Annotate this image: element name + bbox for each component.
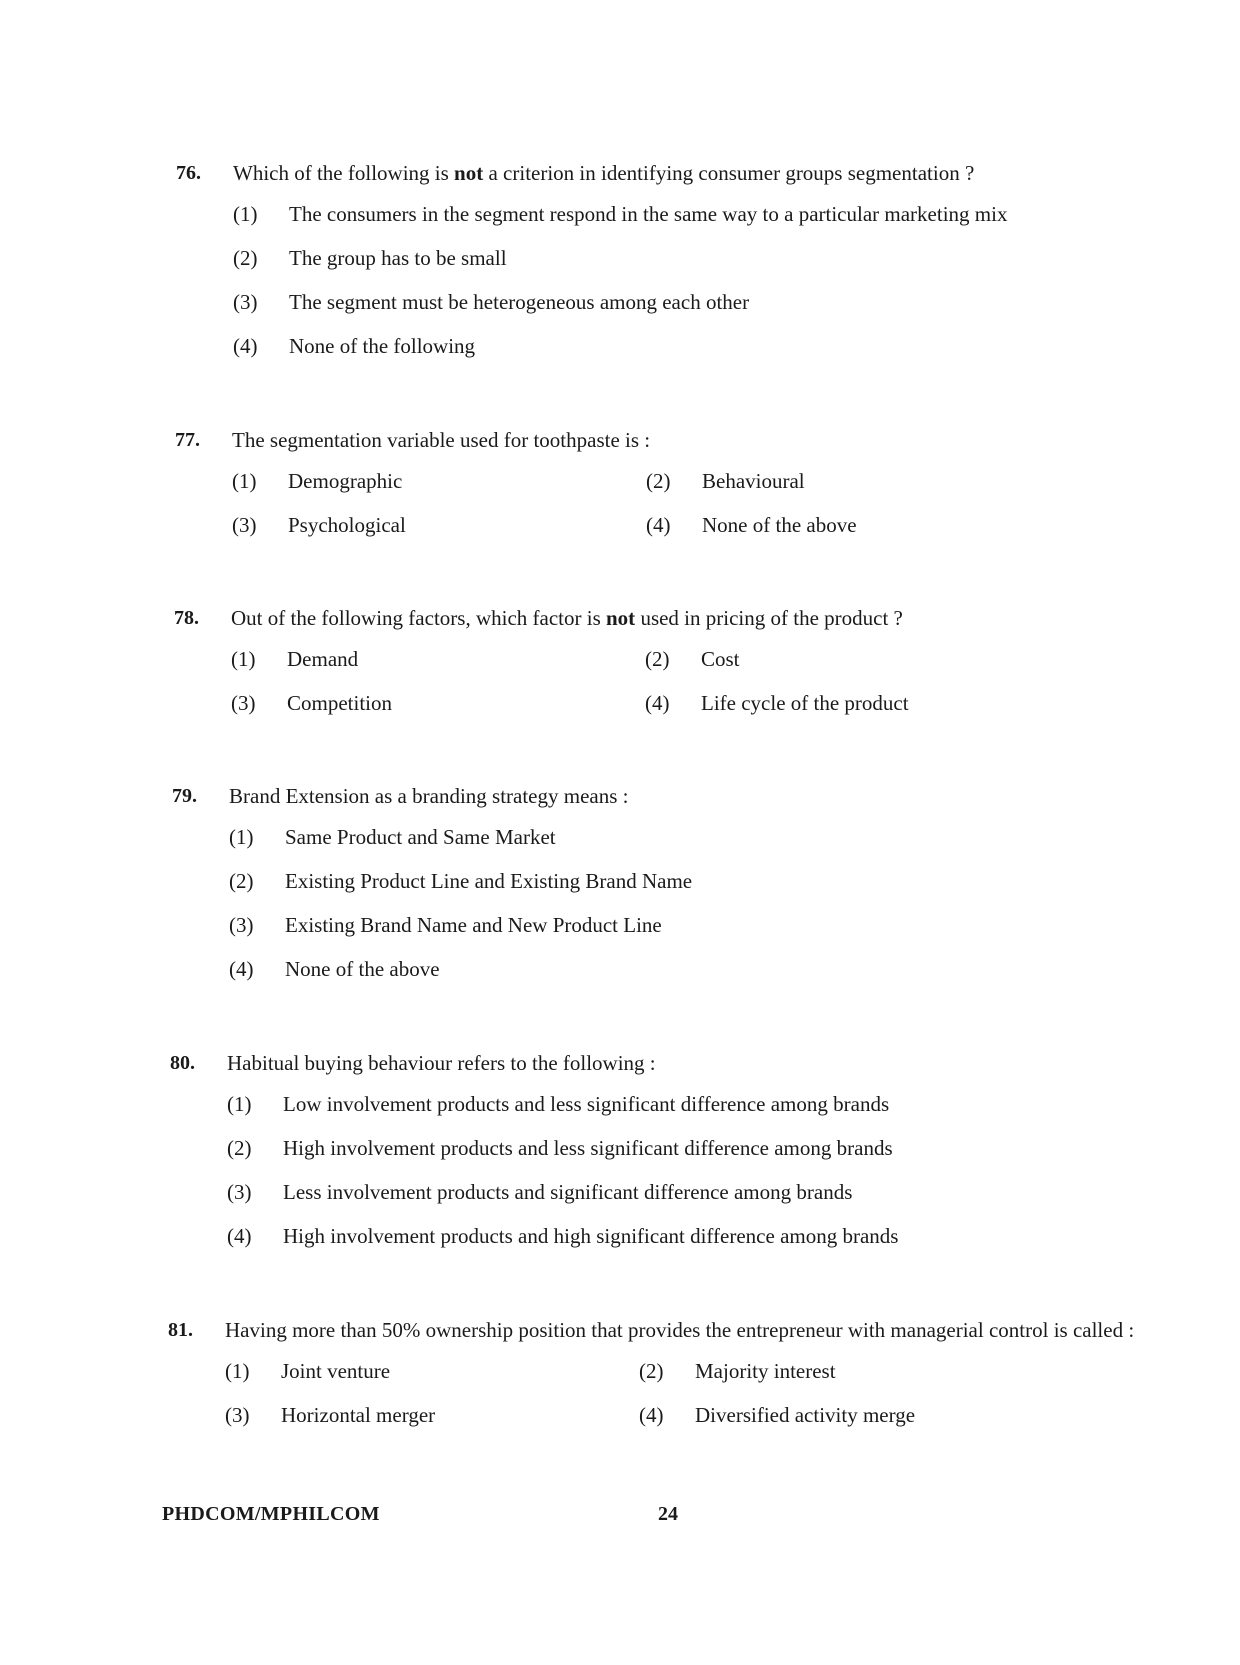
- option-2: (2) High involvement products and less significant difference among brands: [227, 1136, 893, 1160]
- question-text: Out of the following factors, which factor is not used in pricing of the product ?: [231, 606, 903, 630]
- option-2: (2) Existing Product Line and Existing Brand Name: [229, 869, 693, 893]
- question-81: [168, 1317, 1160, 1446]
- options-list: [233, 201, 1168, 360]
- question-76: [176, 160, 1168, 377]
- footer-page-number: 24: [658, 1503, 678, 1525]
- option-1: (1) Same Product and Same Market: [229, 825, 556, 849]
- question-78: [174, 605, 1166, 734]
- option-4: (4) None of the above: [229, 957, 440, 981]
- question-number: 79.: [172, 785, 197, 807]
- options-grid: [231, 646, 1166, 717]
- question-text: The segmentation variable used for toothpaste is :: [232, 428, 651, 452]
- options-grid: [225, 1358, 1160, 1429]
- option-1: (1) The consumers in the segment respond in the same way to a particular marketing mix: [233, 202, 1008, 226]
- question-number: 80.: [170, 1052, 195, 1074]
- options-row-1: (1) Joint venture (2) Majority interest: [225, 1359, 836, 1383]
- question-number: 76.: [176, 162, 201, 184]
- option-2: (2) The group has to be small: [233, 246, 507, 270]
- options-row-1: (1) Demographic (2) Behavioural: [232, 469, 805, 493]
- question-number: 78.: [174, 607, 199, 629]
- question-text: Brand Extension as a branding strategy means :: [229, 784, 629, 808]
- question-text: Which of the following is not a criterion in identifying consumer groups segmentation ?: [233, 161, 975, 185]
- footer-exam-code: PHDCOM/MPHILCOM: [162, 1503, 380, 1525]
- options-grid: [232, 468, 1167, 539]
- question-text: Having more than 50% ownership position that provides the entrepreneur with managerial control is called :: [225, 1318, 1135, 1342]
- question-number: 81.: [168, 1319, 193, 1341]
- option-4: (4) High involvement products and high significant difference among brands: [227, 1224, 899, 1248]
- option-3: (3) Less involvement products and significant difference among brands: [227, 1180, 853, 1204]
- question-text: Habitual buying behaviour refers to the following :: [227, 1051, 656, 1075]
- option-3: (3) The segment must be heterogeneous among each other: [233, 290, 750, 314]
- options-list: [229, 824, 1164, 983]
- question-77: [175, 427, 1167, 556]
- options-list: [227, 1091, 1162, 1250]
- options-row-2: (3) Horizontal merger (4) Diversified activity merge: [225, 1403, 916, 1427]
- question-80: [170, 1050, 1162, 1267]
- options-row-2: (3) Competition (4) Life cycle of the product: [231, 691, 909, 715]
- option-1: (1) Low involvement products and less significant difference among brands: [227, 1092, 890, 1116]
- question-number: 77.: [175, 429, 200, 451]
- options-row-1: (1) Demand (2) Cost: [231, 647, 740, 671]
- question-79: [172, 783, 1164, 1000]
- option-3: (3) Existing Brand Name and New Product Line: [229, 913, 662, 937]
- option-4: (4) None of the following: [233, 334, 476, 358]
- options-row-2: (3) Psychological (4) None of the above: [232, 513, 857, 537]
